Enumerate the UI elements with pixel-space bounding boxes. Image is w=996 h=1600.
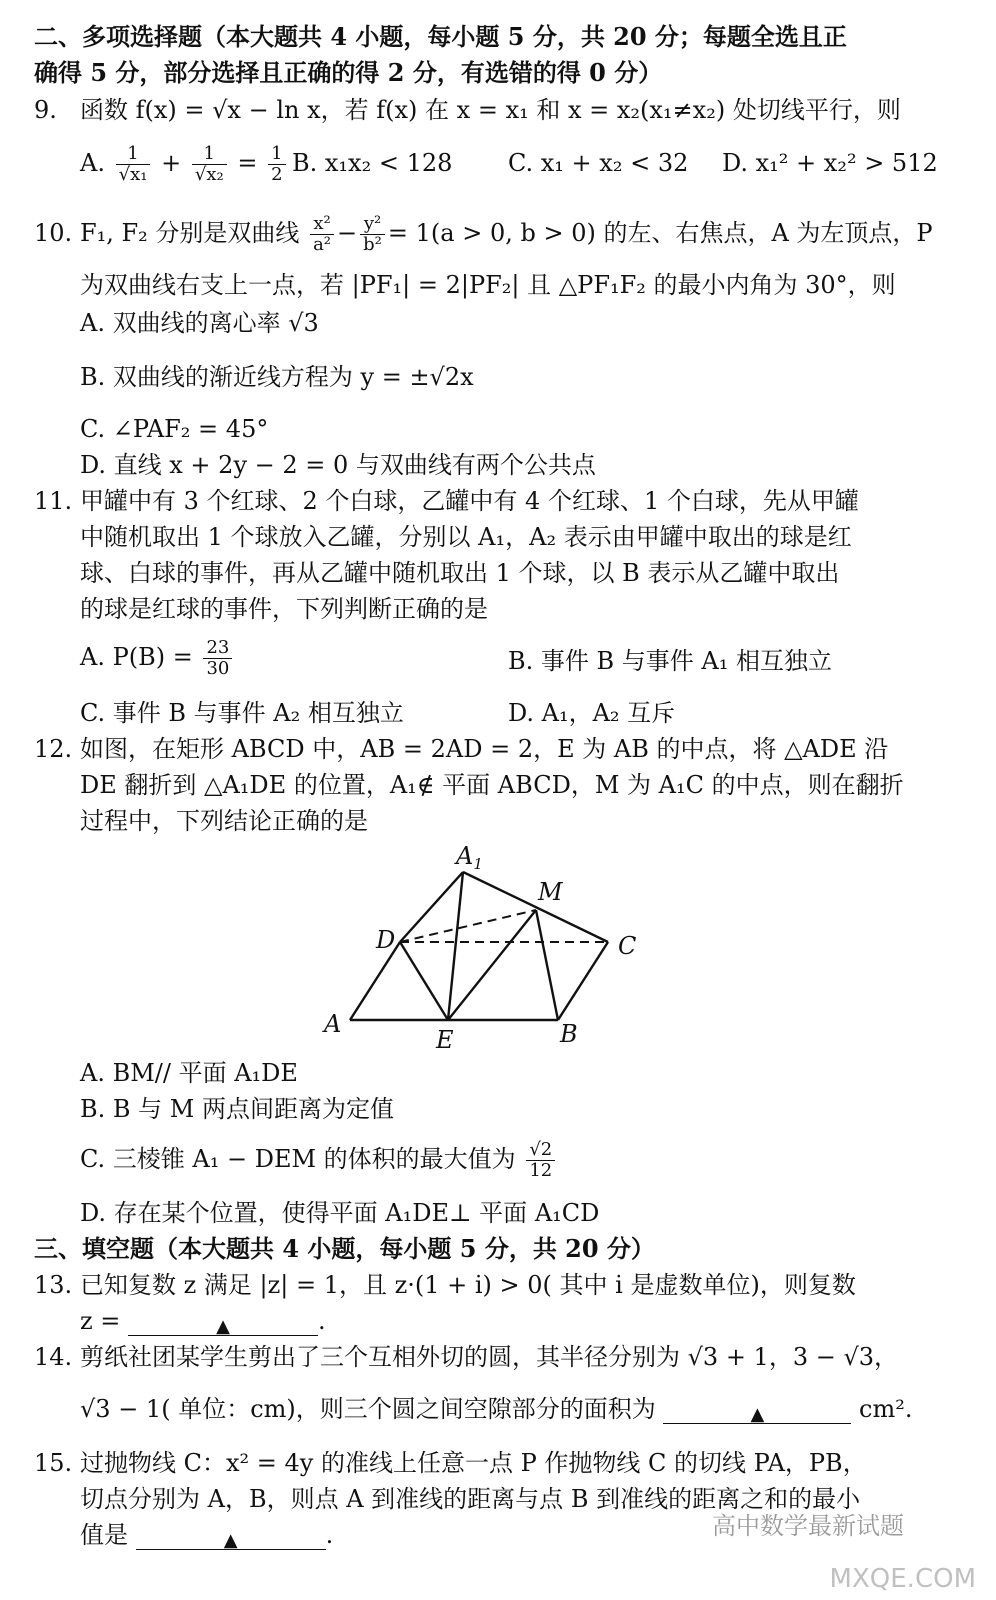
section-2-header-line1: 二、多项选择题（本大题共 4 小题，每小题 5 分，共 20 分；每题全选且正: [34, 22, 847, 51]
question-10-line2: 为双曲线右支上一点，若 |PF₁| = 2|PF₂| 且 △PF₁F₂ 的最小内角为 30°，则: [80, 271, 896, 299]
edge-EM: [448, 910, 536, 1020]
q9-option-d: D. x₁² + x₂² > 512: [722, 149, 938, 177]
question-text: 已知复数 z 满足 |z| = 1，且 z·(1 + i) > 0( 其中 i 是虚数单位)，则复数: [80, 1271, 856, 1299]
question-14-line2: [80, 1394, 913, 1424]
q12-option-c: [80, 1136, 558, 1182]
q12-option-b: B. B 与 M 两点间距离为定值: [80, 1095, 394, 1123]
label-M: M: [538, 878, 563, 906]
question-10-stem: [34, 210, 933, 256]
label-D: D: [376, 926, 396, 954]
blank-marker: ▲: [223, 1530, 238, 1551]
q10-option-c: C. ∠PAF₂ = 45°: [80, 415, 269, 443]
question-text: √3 − 1( 单位：cm)，则三个圆之间空隙部分的面积为: [80, 1395, 656, 1423]
question-15-line3: [80, 1520, 333, 1550]
period: .: [325, 1521, 334, 1549]
question-11-line2: 中随机取出 1 个球放入乙罐，分别以 A₁，A₂ 表示由甲罐中取出的球是红: [80, 523, 852, 551]
equals-sign: =: [237, 149, 258, 177]
q10-option-d: D. 直线 x + 2y − 2 = 0 与双曲线有两个公共点: [80, 451, 596, 479]
folded-rectangle-figure: [310, 842, 650, 1062]
question-text: 值是: [80, 1521, 128, 1549]
question-text: 剪纸社团某学生剪出了三个互相外切的圆，其半径分别为 √3 + 1，3 − √3，: [80, 1343, 899, 1371]
question-number: 9.: [34, 96, 57, 124]
question-13-line2: [80, 1306, 326, 1336]
q10-option-a: A. 双曲线的离心率 √3: [80, 309, 319, 337]
question-number: 10.: [34, 219, 73, 247]
question-15-line1: [34, 1448, 867, 1478]
fraction: $\frac{\text{y²}}{\text{b²}}$: [360, 214, 385, 255]
edge-MB: [536, 910, 558, 1020]
question-number: 11.: [34, 487, 73, 515]
option-text: C. 三棱锥 A₁ − DEM 的体积的最大值为: [80, 1145, 516, 1173]
question-text: F₁, F₂ 分别是双曲线: [80, 219, 300, 247]
label-A: A: [324, 1010, 342, 1038]
question-text: 如图，在矩形 ABCD 中，AB = 2AD = 2，E 为 AB 的中点，将 △ADE 沿: [80, 735, 889, 763]
fraction: $\frac{1}{\text{√x₂}}$: [192, 144, 227, 185]
blank-marker: ▲: [216, 1316, 230, 1337]
q11-option-c: C. 事件 B 与事件 A₂ 相互独立: [80, 699, 404, 727]
question-text: 函数 f(x) = √x − ln x，若 f(x) 在 x = x₁ 和 x = x₂(x₁≠x₂) 处切线平行，则: [80, 96, 901, 124]
label-B: B: [560, 1020, 578, 1048]
label-E: E: [436, 1026, 454, 1054]
question-text: 过抛物线 C：x² = 4y 的准线上任意一点 P 作抛物线 C 的切线 PA，PB，: [80, 1449, 867, 1477]
question-11-line1: [34, 486, 859, 516]
question-number: 15.: [34, 1449, 73, 1477]
edge-A1E: [448, 872, 463, 1020]
fraction: $\frac{1}{\text{√x₁}}$: [116, 144, 151, 185]
site-watermark: MXQE.COM: [829, 1564, 976, 1594]
label-A1: $A_1$: [456, 842, 483, 873]
fraction: $\frac{\text{x²}}{\text{a²}}$: [310, 214, 334, 255]
edge-A1C: [463, 872, 608, 942]
fraction: $\frac{√2}{12}$: [526, 1140, 555, 1181]
unit: cm².: [859, 1395, 913, 1423]
q9-option-a: [80, 140, 289, 186]
question-number: 12.: [34, 735, 73, 763]
fraction: $\frac{1}{2}$: [268, 144, 285, 185]
plus-sign: +: [161, 149, 182, 177]
question-9-stem: [34, 95, 901, 125]
edge-DA1: [400, 872, 463, 942]
question-12-line1: [34, 734, 888, 764]
q12-option-d: D. 存在某个位置，使得平面 A₁DE⊥ 平面 A₁CD: [80, 1199, 600, 1227]
question-14-line1: [34, 1342, 898, 1372]
question-text: z =: [80, 1307, 121, 1335]
question-text: = 1(a > 0, b > 0) 的左、右焦点，A 为左顶点，P: [387, 219, 933, 247]
answer-blank[interactable]: [663, 1397, 851, 1424]
answer-blank[interactable]: [128, 1309, 318, 1336]
section-3-header: 三、填空题（本大题共 4 小题，每小题 5 分，共 20 分）: [34, 1234, 655, 1263]
section-2-header-line2: 确得 5 分，部分选择且正确的得 2 分，有选错的得 0 分）: [34, 58, 663, 87]
question-11-line4: 的球是红球的事件，下列判断正确的是: [80, 595, 488, 623]
question-text: 甲罐中有 3 个红球、2 个白球，乙罐中有 4 个红球、1 个白球，先从甲罐: [80, 487, 859, 515]
wechat-watermark: 高中数学最新试题: [712, 1512, 904, 1540]
question-12-line2: DE 翻折到 △A₁DE 的位置，A₁∉ 平面 ABCD，M 为 A₁C 的中点，则在翻折: [80, 771, 904, 799]
q9-option-c: C. x₁ + x₂ < 32: [508, 149, 689, 177]
edge-BC: [558, 942, 608, 1020]
q10-option-b: B. 双曲线的渐近线方程为 y = ±√2x: [80, 363, 474, 391]
question-number: 14.: [34, 1343, 73, 1371]
answer-blank[interactable]: [136, 1523, 326, 1550]
q11-option-d: D. A₁，A₂ 互斥: [508, 699, 676, 727]
blank-marker: ▲: [750, 1404, 765, 1425]
edge-DE: [400, 942, 448, 1020]
q11-option-a: [80, 634, 235, 680]
label-C: C: [618, 932, 637, 960]
minus-sign: −: [337, 219, 358, 247]
question-11-line3: 球、白球的事件，再从乙罐中随机取出 1 个球，以 B 表示从乙罐中取出: [80, 559, 840, 587]
option-text: A. P(B) =: [80, 643, 193, 671]
question-13-line1: [34, 1270, 856, 1300]
period: .: [318, 1307, 326, 1335]
q12-option-a: A. BM// 平面 A₁DE: [80, 1059, 298, 1087]
q11-option-b: B. 事件 B 与事件 A₁ 相互独立: [508, 647, 832, 675]
fraction: $\frac{23}{30}$: [203, 638, 232, 679]
question-number: 13.: [34, 1271, 73, 1299]
question-15-line2: 切点分别为 A，B，则点 A 到准线的距离与点 B 到准线的距离之和的最小: [80, 1485, 861, 1513]
q9-option-b: B. x₁x₂ < 128: [292, 149, 453, 177]
question-12-line3: 过程中，下列结论正确的是: [80, 807, 368, 835]
option-label: A.: [80, 149, 105, 177]
